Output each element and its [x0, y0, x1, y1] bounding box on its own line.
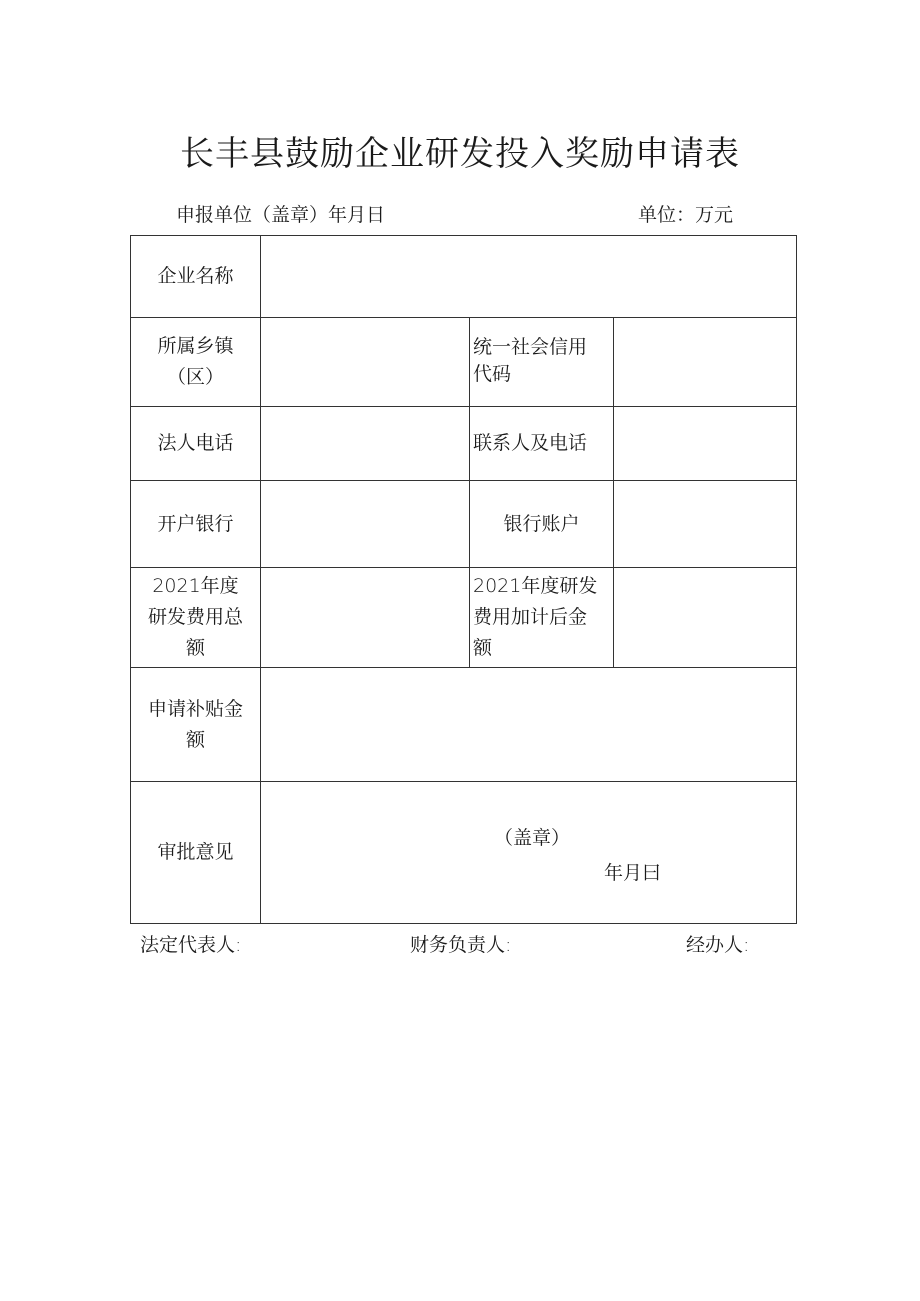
approval-label: 审批意见 [157, 841, 234, 863]
approval-date-text: 年月曰 [604, 862, 662, 884]
form-title: 长丰县鼓励企业研发投入奖励申请表 [180, 134, 740, 174]
approval-seal-text: （盖章） [494, 827, 571, 849]
rd-deduction-field[interactable] [614, 568, 796, 667]
bank-account-field[interactable] [614, 481, 796, 567]
subsidy-label: 申请补贴金 额 [147, 697, 243, 751]
unit-label: 单位：万元 [638, 204, 734, 226]
rd-total-label: 2021年度 研发费用总 额 [147, 575, 243, 659]
township-field[interactable] [261, 318, 469, 406]
credit-code-field[interactable] [614, 318, 796, 406]
credit-code-label: 统一社会信用 代码 [473, 336, 588, 385]
legal-phone-field[interactable] [261, 407, 469, 480]
handler-label: 经办人: [686, 934, 750, 956]
company-name-field[interactable] [261, 236, 796, 317]
approval-field[interactable] [261, 782, 796, 923]
bank-field[interactable] [261, 481, 469, 567]
legal-representative-label: 法定代表人: [140, 934, 242, 956]
applicant-unit-label: 申报单位（盖章）年月日 [176, 204, 386, 226]
rd-total-field[interactable] [261, 568, 469, 667]
contact-phone-field[interactable] [614, 407, 796, 480]
bank-account-label: 银行账户 [503, 512, 580, 535]
contact-phone-label: 联系人及电话 [473, 432, 588, 454]
rd-deduction-label: 2021年度研发 费用加计后金 额 [473, 575, 598, 659]
subsidy-field[interactable] [261, 668, 796, 781]
township-label: 所属乡镇 （区） [157, 335, 234, 388]
company-name-label: 企业名称 [157, 265, 234, 287]
finance-manager-label: 财务负责人: [410, 934, 512, 956]
bank-label: 开户银行 [157, 512, 234, 535]
legal-phone-label: 法人电话 [157, 432, 234, 454]
